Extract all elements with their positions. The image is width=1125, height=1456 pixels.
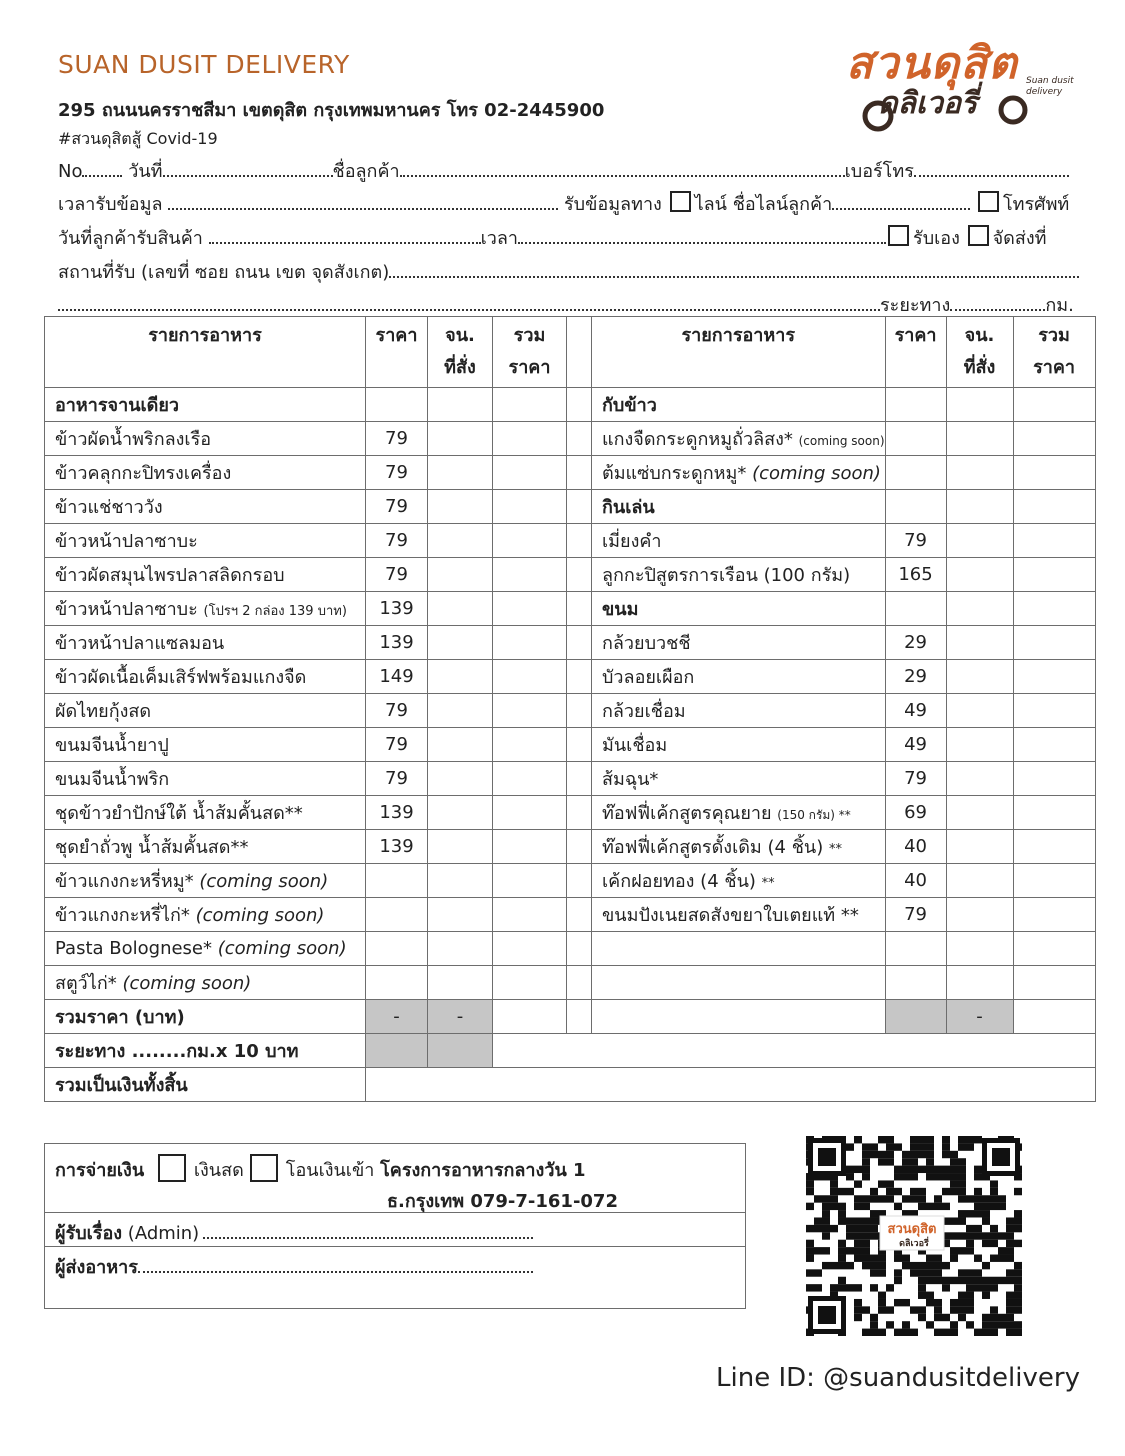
table-row [45,898,1096,932]
line-total-cell[interactable] [1013,830,1095,864]
line-total-cell[interactable] [493,864,567,898]
menu-item-name: ข้าวหน้าปลาแซลมอน [45,626,366,660]
qty-cell[interactable] [946,558,1013,592]
line-total-cell[interactable] [493,694,567,728]
menu-item-name: ขนมจีนน้ำยาปู [45,728,366,762]
menu-item-price: 69 [885,796,946,830]
qty-cell[interactable] [946,626,1013,660]
menu-item-price [366,864,428,898]
spacer-cell [567,422,592,456]
table-row [45,524,1096,558]
header-qty-right: จน. ที่สั่ง [946,317,1013,388]
qty-cell[interactable] [428,762,493,796]
spacer-cell [567,626,592,660]
form-line-1: No วันที่ ชื่อลูกค้า เบอร์โทร [58,156,1069,185]
line-total-cell[interactable] [493,932,567,966]
spacer-cell [567,796,592,830]
qty-cell[interactable] [428,490,493,524]
table-row [45,422,1096,456]
line-total-cell[interactable] [1013,490,1095,524]
line-total-cell[interactable] [1013,932,1095,966]
self-pickup-checkbox[interactable] [888,225,909,246]
qty-cell[interactable] [946,932,1013,966]
menu-item-price: 139 [366,592,428,626]
line-total-cell[interactable] [493,728,567,762]
menu-item-price [366,966,428,1000]
menu-item-name: ข้าวคลุกกะปิทรงเครื่อง [45,456,366,490]
line-total-cell[interactable] [1013,422,1095,456]
menu-item-price [885,592,946,626]
qr-logo-text-2: ดลิเวอรี่ [899,1239,929,1249]
line-total-cell[interactable] [1013,694,1095,728]
spacer-col [567,317,592,388]
menu-item-price: 49 [885,728,946,762]
form-line-5: ระยะทาง กม. [58,290,1074,319]
logo-line1: สวนดุสิต [846,38,1018,89]
menu-item-price: 79 [366,456,428,490]
total-right-empty [592,1000,886,1034]
line-total-cell[interactable] [493,898,567,932]
total-price-cell-right [885,1000,946,1034]
line-total-cell[interactable] [1013,626,1095,660]
menu-item-price: 40 [885,864,946,898]
table-row [45,966,1096,1000]
courier-row [45,1246,745,1280]
line-total-cell[interactable] [493,456,567,490]
time-field[interactable] [518,226,886,244]
menu-item-name: ข้าวหน้าปลาซาบะ (โปรฯ 2 กล่อง 139 บาท) [45,592,366,626]
menu-item-price [885,456,946,490]
logo-script: Suan dusit delivery [1026,76,1074,97]
spacer-cell [567,1000,592,1034]
table-row [45,796,1096,830]
spacer-cell [567,966,592,1000]
brand-logo [838,18,1088,133]
menu-item-name: ลูกกะปิสูตรการเรือน (100 กรัม) [592,558,886,592]
table-row [45,728,1096,762]
qty-cell[interactable] [428,694,493,728]
delivery-checkbox[interactable] [968,225,989,246]
spacer-cell [567,830,592,864]
company-title: SUAN DUSIT DELIVERY [58,50,350,79]
admin-sub: (Admin) [127,1223,200,1244]
grand-total-row [45,1068,1096,1102]
menu-item-name: มันเชื่อม [592,728,886,762]
table-row [45,660,1096,694]
menu-item-price: 79 [366,422,428,456]
menu-item-name: ข้าวผัดสมุนไพรปลาสลิดกรอบ [45,558,366,592]
qty-cell[interactable] [428,830,493,864]
cash-label: เงินสด [193,1160,244,1181]
menu-item-price: 29 [885,660,946,694]
spacer-cell [567,490,592,524]
qty-cell[interactable] [428,524,493,558]
menu-item-price: 165 [885,558,946,592]
menu-item-name: ต้มแซ่บกระดูกหมู* (coming soon) [592,456,886,490]
menu-item-name: ขนมปังเนยสดสังขยาใบเตยแท้ ** [592,898,886,932]
line-total-cell[interactable] [1013,762,1095,796]
hashtag: #สวนดุสิตสู้ Covid-19 [58,129,218,148]
qty-cell[interactable] [946,796,1013,830]
pickup-date-field[interactable] [209,226,481,244]
menu-item-price: 139 [366,796,428,830]
total-sum-cell[interactable] [493,1000,567,1034]
total-row [45,1000,1096,1034]
cash-checkbox[interactable] [158,1154,186,1182]
spacer-cell [567,762,592,796]
table-row [45,762,1096,796]
qty-cell[interactable] [428,626,493,660]
transfer-checkbox[interactable] [250,1154,278,1182]
total-qty-cell-right: - [946,1000,1013,1034]
header-price-right: ราคา [885,317,946,388]
line-total-cell[interactable] [1013,388,1095,422]
menu-item-name [592,932,886,966]
qty-cell[interactable] [428,728,493,762]
menu-item-name: ข้าวผัดเนื้อเค็มเสิร์ฟพร้อมแกงจืด [45,660,366,694]
qty-cell[interactable] [946,490,1013,524]
spacer-cell [567,932,592,966]
grand-total-label: รวมเป็นเงินทั้งสิ้น [45,1068,366,1102]
category-label: กินเล่น [592,490,886,524]
qty-cell[interactable] [428,898,493,932]
admin-row [45,1212,745,1247]
payment-box [44,1143,746,1309]
menu-item-name: ข้าวหน้าปลาซาบะ [45,524,366,558]
menu-item-name: สตูว์ไก่* (coming soon) [45,966,366,1000]
line-name-field[interactable] [832,192,970,210]
menu-item-name: ส้มฉุน* [592,762,886,796]
line-total-cell[interactable] [1013,728,1095,762]
menu-item-name: กล้วยเชื่อม [592,694,886,728]
menu-item-price: 49 [885,694,946,728]
menu-item-price [885,388,946,422]
qty-cell[interactable] [428,660,493,694]
address-field-2[interactable] [58,293,880,311]
qty-cell[interactable] [946,660,1013,694]
menu-item-name: Pasta Bolognese* (coming soon) [45,932,366,966]
form-line-4: สถานที่รับ (เลขที่ ซอย ถนน เขต จุดสังเกต) [58,257,1079,286]
admin-label: ผู้รับเรื่อง [55,1223,123,1244]
menu-item-name: ท๊อฟฟี่เค้กสูตรคุณยาย (150 กรัม) ** [592,796,886,830]
menu-item-price: 40 [885,830,946,864]
menu-item-name: ท๊อฟฟี่เค้กสูตรดั้งเดิม (4 ชิ้น) ** [592,830,886,864]
qty-cell[interactable] [946,966,1013,1000]
table-row [45,558,1096,592]
category-label: กับข้าว [592,388,886,422]
menu-item-price: 29 [885,626,946,660]
table-row [45,694,1096,728]
qty-cell[interactable] [428,796,493,830]
line-total-cell[interactable] [493,762,567,796]
menu-item-price: 79 [366,694,428,728]
qty-cell[interactable] [428,932,493,966]
line-total-cell[interactable] [493,558,567,592]
spacer-cell [567,388,592,422]
menu-item-price: 79 [885,762,946,796]
header-total-right: รวม ราคา [1013,317,1095,388]
menu-item-name: ข้าวแกงกะหรี่หมู* (coming soon) [45,864,366,898]
menu-item-name: เมี่ยงคำ [592,524,886,558]
qr-code-icon[interactable] [806,1136,1022,1336]
spacer-cell [567,898,592,932]
line-total-cell[interactable] [493,490,567,524]
address-field[interactable] [389,260,1079,278]
telephone-checkbox[interactable] [978,191,999,212]
line-total-cell[interactable] [1013,524,1095,558]
distance-fee-label: ระยะทาง ........กม.x 10 บาท [45,1034,366,1068]
menu-item-price [885,422,946,456]
table-row [45,456,1096,490]
menu-item-price: 79 [366,558,428,592]
menu-item-name: กล้วยบวชชี [592,626,886,660]
distance-fee-value[interactable] [493,1034,1096,1068]
qty-cell[interactable] [428,966,493,1000]
spacer-cell [567,694,592,728]
qty-cell[interactable] [946,864,1013,898]
spacer-cell [567,524,592,558]
qty-cell[interactable] [428,388,493,422]
menu-item-price [885,490,946,524]
menu-item-price [366,932,428,966]
receive-time-field[interactable] [168,192,558,210]
order-table [44,316,1096,1102]
qty-cell[interactable] [946,830,1013,864]
qty-cell[interactable] [946,422,1013,456]
category-label: อาหารจานเดียว [45,388,366,422]
table-row [45,830,1096,864]
menu-item-price: 79 [885,898,946,932]
menu-item-name: ข้าวแช่ชาววัง [45,490,366,524]
table-row [45,490,1096,524]
total-label: รวมราคา (บาท) [45,1000,366,1034]
table-row [45,864,1096,898]
qr-logo-text: สวนดุสิต [887,1222,937,1237]
line-total-cell[interactable] [1013,796,1095,830]
line-total-cell[interactable] [1013,898,1095,932]
menu-item-price: 139 [366,830,428,864]
total-qty-cell: - [428,1000,493,1034]
line-total-cell[interactable] [493,626,567,660]
logo-line2: ดลิเวอรี่ [878,86,978,121]
spacer-cell [567,456,592,490]
spacer-cell [567,660,592,694]
menu-item-name: ขนมจีนน้ำพริก [45,762,366,796]
header-item: รายการอาหาร [45,317,366,388]
grand-total-value[interactable] [366,1068,1096,1102]
menu-item-price: 149 [366,660,428,694]
menu-item-name: แกงจืดกระดูกหมูถั่วลิสง* (coming soon) [592,422,886,456]
menu-item-name: บัวลอยเผือก [592,660,886,694]
distance-field[interactable] [950,293,1045,311]
qty-cell[interactable] [428,422,493,456]
menu-item-price: 79 [885,524,946,558]
spacer-cell [567,592,592,626]
transfer-label: โอนเงินเข้า [285,1160,375,1181]
spacer-cell [567,728,592,762]
spacer-cell [567,558,592,592]
distance-gray-1 [366,1034,428,1068]
line-total-cell[interactable] [493,796,567,830]
menu-item-price: 79 [366,490,428,524]
header-qty: จน. ที่สั่ง [428,317,493,388]
phone-field[interactable] [914,159,1069,177]
courier-field[interactable] [138,1255,533,1273]
payment-row [45,1144,745,1213]
line-total-cell[interactable] [493,966,567,1000]
distance-fee-row [45,1034,1096,1068]
company-address: 295 ถนนนครราชสีมา เขตดุสิต กรุงเทพมหานคร โทร 02-2445900 [58,100,605,121]
courier-label: ผู้ส่งอาหาร [55,1257,138,1278]
header-price: ราคา [366,317,428,388]
qty-cell[interactable] [946,524,1013,558]
qty-cell[interactable] [946,728,1013,762]
line-total-cell[interactable] [493,422,567,456]
qty-cell[interactable] [428,456,493,490]
menu-item-price [366,388,428,422]
form-line-3: วันที่ลูกค้ารับสินค้า เวลา รับเอง จัดส่งที่ [58,223,1047,252]
admin-field[interactable] [203,1221,533,1239]
project-name: โครงการอาหารกลางวัน 1 [380,1160,586,1181]
payment-label: การจ่ายเงิน [55,1160,145,1181]
form-line-2: เวลารับข้อมูล รับข้อมูลทาง ไลน์ ชื่อไลน์ลูกค้า โทรศัพท์ [58,189,1069,218]
menu-item-name: ข้าวแกงกะหรี่ไก่* (coming soon) [45,898,366,932]
line-id: Line ID: @suandusitdelivery [716,1363,1080,1393]
menu-item-price: 79 [366,762,428,796]
menu-item-price: 139 [366,626,428,660]
menu-item-name: เค้กฝอยทอง (4 ชิ้น) ** [592,864,886,898]
line-channel-checkbox[interactable] [670,191,691,212]
distance-gray-2 [428,1034,493,1068]
menu-item-name: ผัดไทยกุ้งสด [45,694,366,728]
table-row [45,388,1096,422]
menu-item-price [885,932,946,966]
line-total-cell[interactable] [493,388,567,422]
menu-item-price: 79 [366,728,428,762]
qty-cell[interactable] [946,694,1013,728]
menu-item-name: ชุดยำถั่วพู น้ำส้มคั้นสด** [45,830,366,864]
header-total: รวม ราคา [493,317,567,388]
qty-cell[interactable] [946,762,1013,796]
spacer-cell [567,864,592,898]
header-item-right: รายการอาหาร [592,317,886,388]
total-sum-cell-right[interactable] [1013,1000,1095,1034]
qty-cell[interactable] [428,864,493,898]
line-total-cell[interactable] [493,592,567,626]
table-row [45,932,1096,966]
bank-account: ธ.กรุงเทพ 079-7-161-072 [387,1191,618,1212]
table-row [45,592,1096,626]
line-total-cell[interactable] [493,830,567,864]
line-total-cell[interactable] [1013,558,1095,592]
line-total-cell[interactable] [1013,592,1095,626]
line-total-cell[interactable] [1013,864,1095,898]
line-total-cell[interactable] [493,660,567,694]
qty-cell[interactable] [428,592,493,626]
menu-item-name [592,966,886,1000]
table-header-row [45,317,1096,388]
line-total-cell[interactable] [1013,660,1095,694]
table-row [45,626,1096,660]
line-total-cell[interactable] [1013,966,1095,1000]
total-price-cell: - [366,1000,428,1034]
qty-cell[interactable] [428,558,493,592]
category-label: ขนม [592,592,886,626]
line-total-cell[interactable] [1013,456,1095,490]
menu-item-price [885,966,946,1000]
customer-name-field[interactable] [400,159,845,177]
menu-item-name: ชุดข้าวยำปักษ์ใต้ น้ำส้มคั้นสด** [45,796,366,830]
menu-item-name: ข้าวผัดน้ำพริกลงเรือ [45,422,366,456]
qty-cell[interactable] [946,388,1013,422]
line-total-cell[interactable] [493,524,567,558]
menu-item-price: 79 [366,524,428,558]
qty-cell[interactable] [946,456,1013,490]
qty-cell[interactable] [946,898,1013,932]
qty-cell[interactable] [946,592,1013,626]
menu-item-price [366,898,428,932]
